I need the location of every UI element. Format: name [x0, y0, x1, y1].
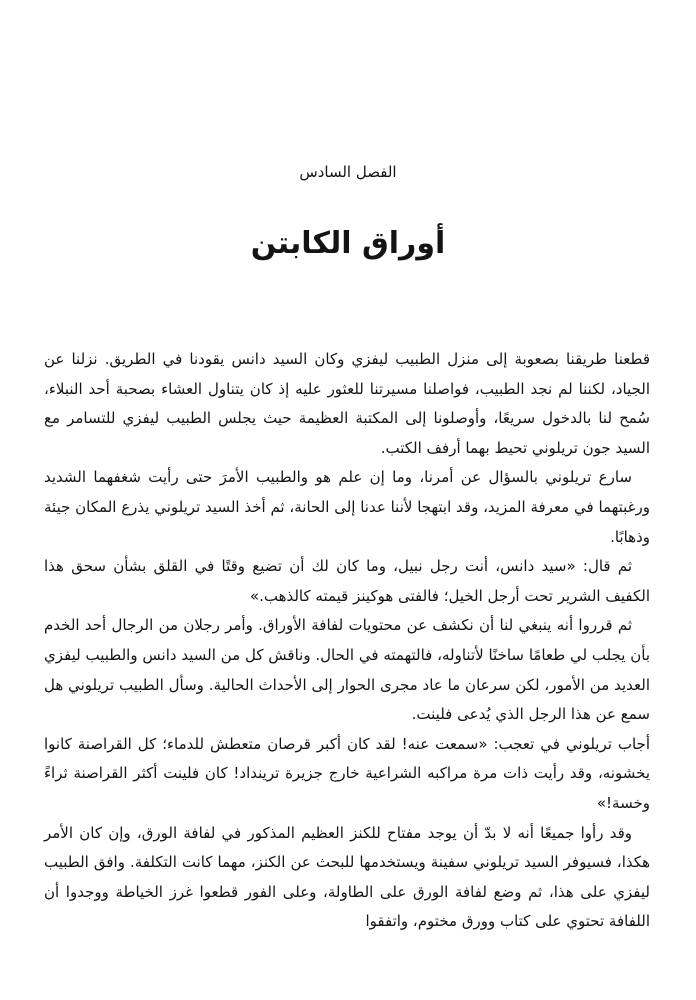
paragraph: ثم قال: «سيد دانس، أنت رجل نبيل، وما كان لك أن تضيع وقتًا في القلق بشأن سحق هذا الكفيف الشرير تحت أرجل الخيل؛ فالفتى هوكينز قيمته كالذهب.»	[44, 557, 650, 605]
chapter-title: أوراق الكابتن	[250, 226, 446, 261]
paragraph: ثم قرروا أنه ينبغي لنا أن نكشف عن محتويات لفافة الأوراق. وأمر رجلان من الرجال أحد الخدم بأن يجلب لي طعامًا ساخنًا لأتناوله، فالتهمته في الحال. وناقش كل من السيد دانس والطبيب ليفزي العديد من الأمور، لكن سرعان ما عاد مجرى الحوار إلى الأحداث الحالية. وسأل الطبيب تريلوني هل سمع عن هذا الرجل الذي يُدعى فلينت.	[44, 616, 650, 724]
chapter-body	[44, 345, 650, 937]
paragraph: سارع تريلوني بالسؤال عن أمرنا، وما إن علم هو والطبيب الأمرَ حتى رأيت شغفهما الشديد ورغبتهما في معرفة المزيد، وقد ابتهجا لأننا عدنا إلى الحانة، ثم أخذ السيد تريلوني يذرع المكان جيئة وذهابًا.	[44, 468, 650, 546]
chapter-label: الفصل السادس	[299, 163, 397, 181]
paragraph: وقد رأوا جميعًا أنه لا بدّ أن يوجد مفتاح للكنز العظيم المذكور في لفافة الورق، وإن كان الأمر هكذا، فسيوفر السيد تريلوني سفينة ويستخدمها للبحث عن الكنز، مهما كانت التكلفة. وافق الطبيب ليفزي على هذا، ثم وضع لفافة الورق على الطاولة، وعلى الفور قطعوا غرز الخياطة ووجدوا أن اللفافة تحتوي على كتاب وورق مختوم، واتفقوا	[44, 823, 650, 931]
paragraph: قطعنا طريقنا بصعوبة إلى منزل الطبيب ليفزي وكان السيد دانس يقودنا في الطريق. نزلنا عن الجياد، لكننا لم نجد الطبيب، فواصلنا مسيرتنا للعثور عليه إذ كان يتناول العشاء بصحبة أحد النبلاء، سُمح لنا بالدخول سريعًا، وأوصلونا إلى المكتبة العظيمة حيث يجلس الطبيب ليفزي للتسامر مع السيد جون تريلوني تحيط بهما أرفف الكتب.	[44, 350, 650, 457]
paragraph: أجاب تريلوني في تعجب: «سمعت عنه! لقد كان أكبر قرصان متعطش للدماء؛ كل القراصنة كانوا يخشونه، وقد رأيت ذات مرة مراكبه الشراعية خارج جزيرة ترينداد! كان فلينت أكثر القراصنة ثراءً وخسة!»	[44, 734, 650, 812]
